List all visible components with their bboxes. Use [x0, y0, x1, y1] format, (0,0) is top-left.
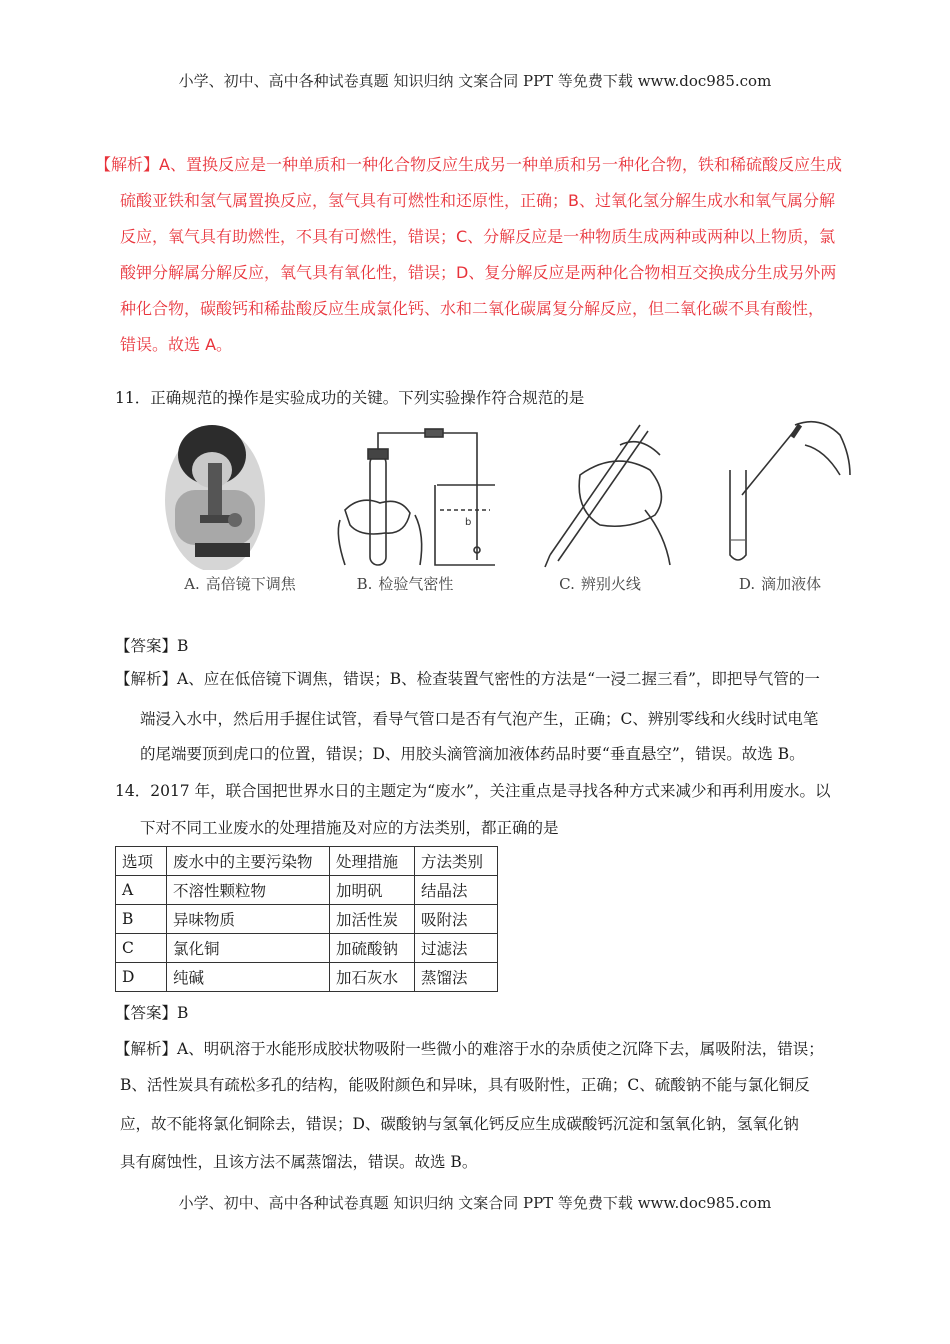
table-row: [116, 963, 498, 992]
option-b-caption: B. 检验气密性: [356, 575, 454, 593]
table-cell: A: [116, 876, 167, 905]
q11-answer: 【答案】B: [115, 637, 189, 655]
page-footer: 小学、初中、高中各种试卷真题 知识归纳 文案合同 PPT 等免费下载 www.doc985.com: [178, 1194, 772, 1212]
table-cell: 加石灰水: [330, 963, 415, 992]
test-pen-illustration: [520, 415, 680, 570]
option-d-caption: D. 滴加液体: [738, 575, 822, 593]
table-header-row: [116, 847, 498, 876]
q14-answer: 【答案】B: [115, 1004, 189, 1022]
table-cell: D: [116, 963, 167, 992]
table-cell: B: [116, 905, 167, 934]
q10-analysis-line: 硫酸亚铁和氢气属置换反应，氢气具有可燃性和还原性，正确；B、过氧化氢分解生成水和氧气属分解: [120, 191, 835, 210]
table-header-cell: 处理措施: [330, 847, 415, 876]
table-cell: 过滤法: [415, 934, 498, 963]
table-header-cell: 选项: [116, 847, 167, 876]
table-cell: 吸附法: [415, 905, 498, 934]
q10-analysis-line: 酸钾分解属分解反应，氧气具有氧化性，错误；D、复分解反应是两种化合物相互交换成分生成另外两: [120, 263, 837, 282]
q14-question-line: 下对不同工业废水的处理措施及对应的方法类别，都正确的是: [140, 819, 559, 837]
table-cell: 蒸馏法: [415, 963, 498, 992]
beaker-mark-label: b: [465, 517, 472, 528]
table-cell: 不溶性颗粒物: [167, 876, 330, 905]
option-a-caption: A. 高倍镜下调焦: [184, 575, 296, 593]
q14-analysis-line: B、活性炭具有疏松多孔的结构，能吸附颜色和异味，具有吸附性，正确；C、硫酸钠不能与氯化铜反: [120, 1076, 810, 1094]
table-cell: 加明矾: [330, 876, 415, 905]
table-header-cell: 废水中的主要污染物: [167, 847, 330, 876]
q11-figures: [160, 415, 860, 605]
q10-analysis-line: 反应，氧气具有助燃性，不具有可燃性，错误；C、分解反应是一种物质生成两种或两种以上物质，氯: [120, 227, 836, 246]
table-row: [116, 876, 498, 905]
table-row: [116, 905, 498, 934]
q10-analysis-line: 种化合物，碳酸钙和稀盐酸反应生成氯化钙、水和二氧化碳属复分解反应，但二氧化碳不具有酸性，: [120, 299, 825, 318]
table-cell: 异味物质: [167, 905, 330, 934]
table-cell: 加硫酸钠: [330, 934, 415, 963]
q10-analysis-line: 【解析】A、置换反应是一种单质和一种化合物反应生成另一种单质和另一种化合物，铁和稀硫酸反应生成: [95, 155, 842, 174]
table-cell: 纯碱: [167, 963, 330, 992]
table-cell: 氯化铜: [167, 934, 330, 963]
q14-analysis-line: 应，故不能将氯化铜除去，错误；D、碳酸钠与氢氧化钙反应生成碳酸钙沉淀和氢氧化钠，氢氧化钠: [120, 1115, 799, 1133]
table-header-cell: 方法类别: [415, 847, 498, 876]
q14-question-line: 14．2017 年，联合国把世界水日的主题定为“废水”，关注重点是寻找各种方式来减少和再利用废水。以: [115, 782, 831, 800]
dropper-illustration: [700, 415, 860, 570]
q11-question: 11．正确规范的操作是实验成功的关键。下列实验操作符合规范的是: [115, 389, 585, 407]
q10-analysis-line: 错误。故选 A。: [120, 335, 233, 354]
q14-analysis-line: 【解析】A、明矾溶于水能形成胶状物吸附一些微小的难溶于水的杂质使之沉降下去，属吸附法，错误；: [115, 1040, 824, 1058]
option-b-figure: [325, 415, 485, 605]
page-header: 小学、初中、高中各种试卷真题 知识归纳 文案合同 PPT 等免费下载 www.doc985.com: [178, 72, 772, 90]
table-cell: C: [116, 934, 167, 963]
option-d-figure: [700, 415, 860, 605]
q14-analysis-line: 具有腐蚀性，且该方法不属蒸馏法，错误。故选 B。: [120, 1153, 478, 1171]
airtightness-apparatus: [325, 415, 495, 570]
table-cell: 加活性炭: [330, 905, 415, 934]
option-c-caption: C. 辨别火线: [559, 575, 641, 593]
table-row: [116, 934, 498, 963]
microscope-illustration: [160, 415, 320, 570]
q11-analysis-line: 的尾端要顶到虎口的位置，错误；D、用胶头滴管滴加液体药品时要“垂直悬空”，错误。故选 B。: [140, 745, 805, 763]
wastewater-table: [115, 846, 498, 992]
q11-analysis-line: 端浸入水中，然后用手握住试管，看导气管口是否有气泡产生，正确；C、辨别零线和火线时试电笔: [140, 710, 819, 728]
q11-analysis-line: 【解析】A、应在低倍镜下调焦，错误；B、检查装置气密性的方法是“一浸二握三看”，即把导气管的一: [115, 670, 820, 688]
q10-analysis: [95, 147, 875, 363]
option-c-figure: [520, 415, 680, 605]
table-cell: 结晶法: [415, 876, 498, 905]
option-a-figure: [160, 415, 320, 605]
